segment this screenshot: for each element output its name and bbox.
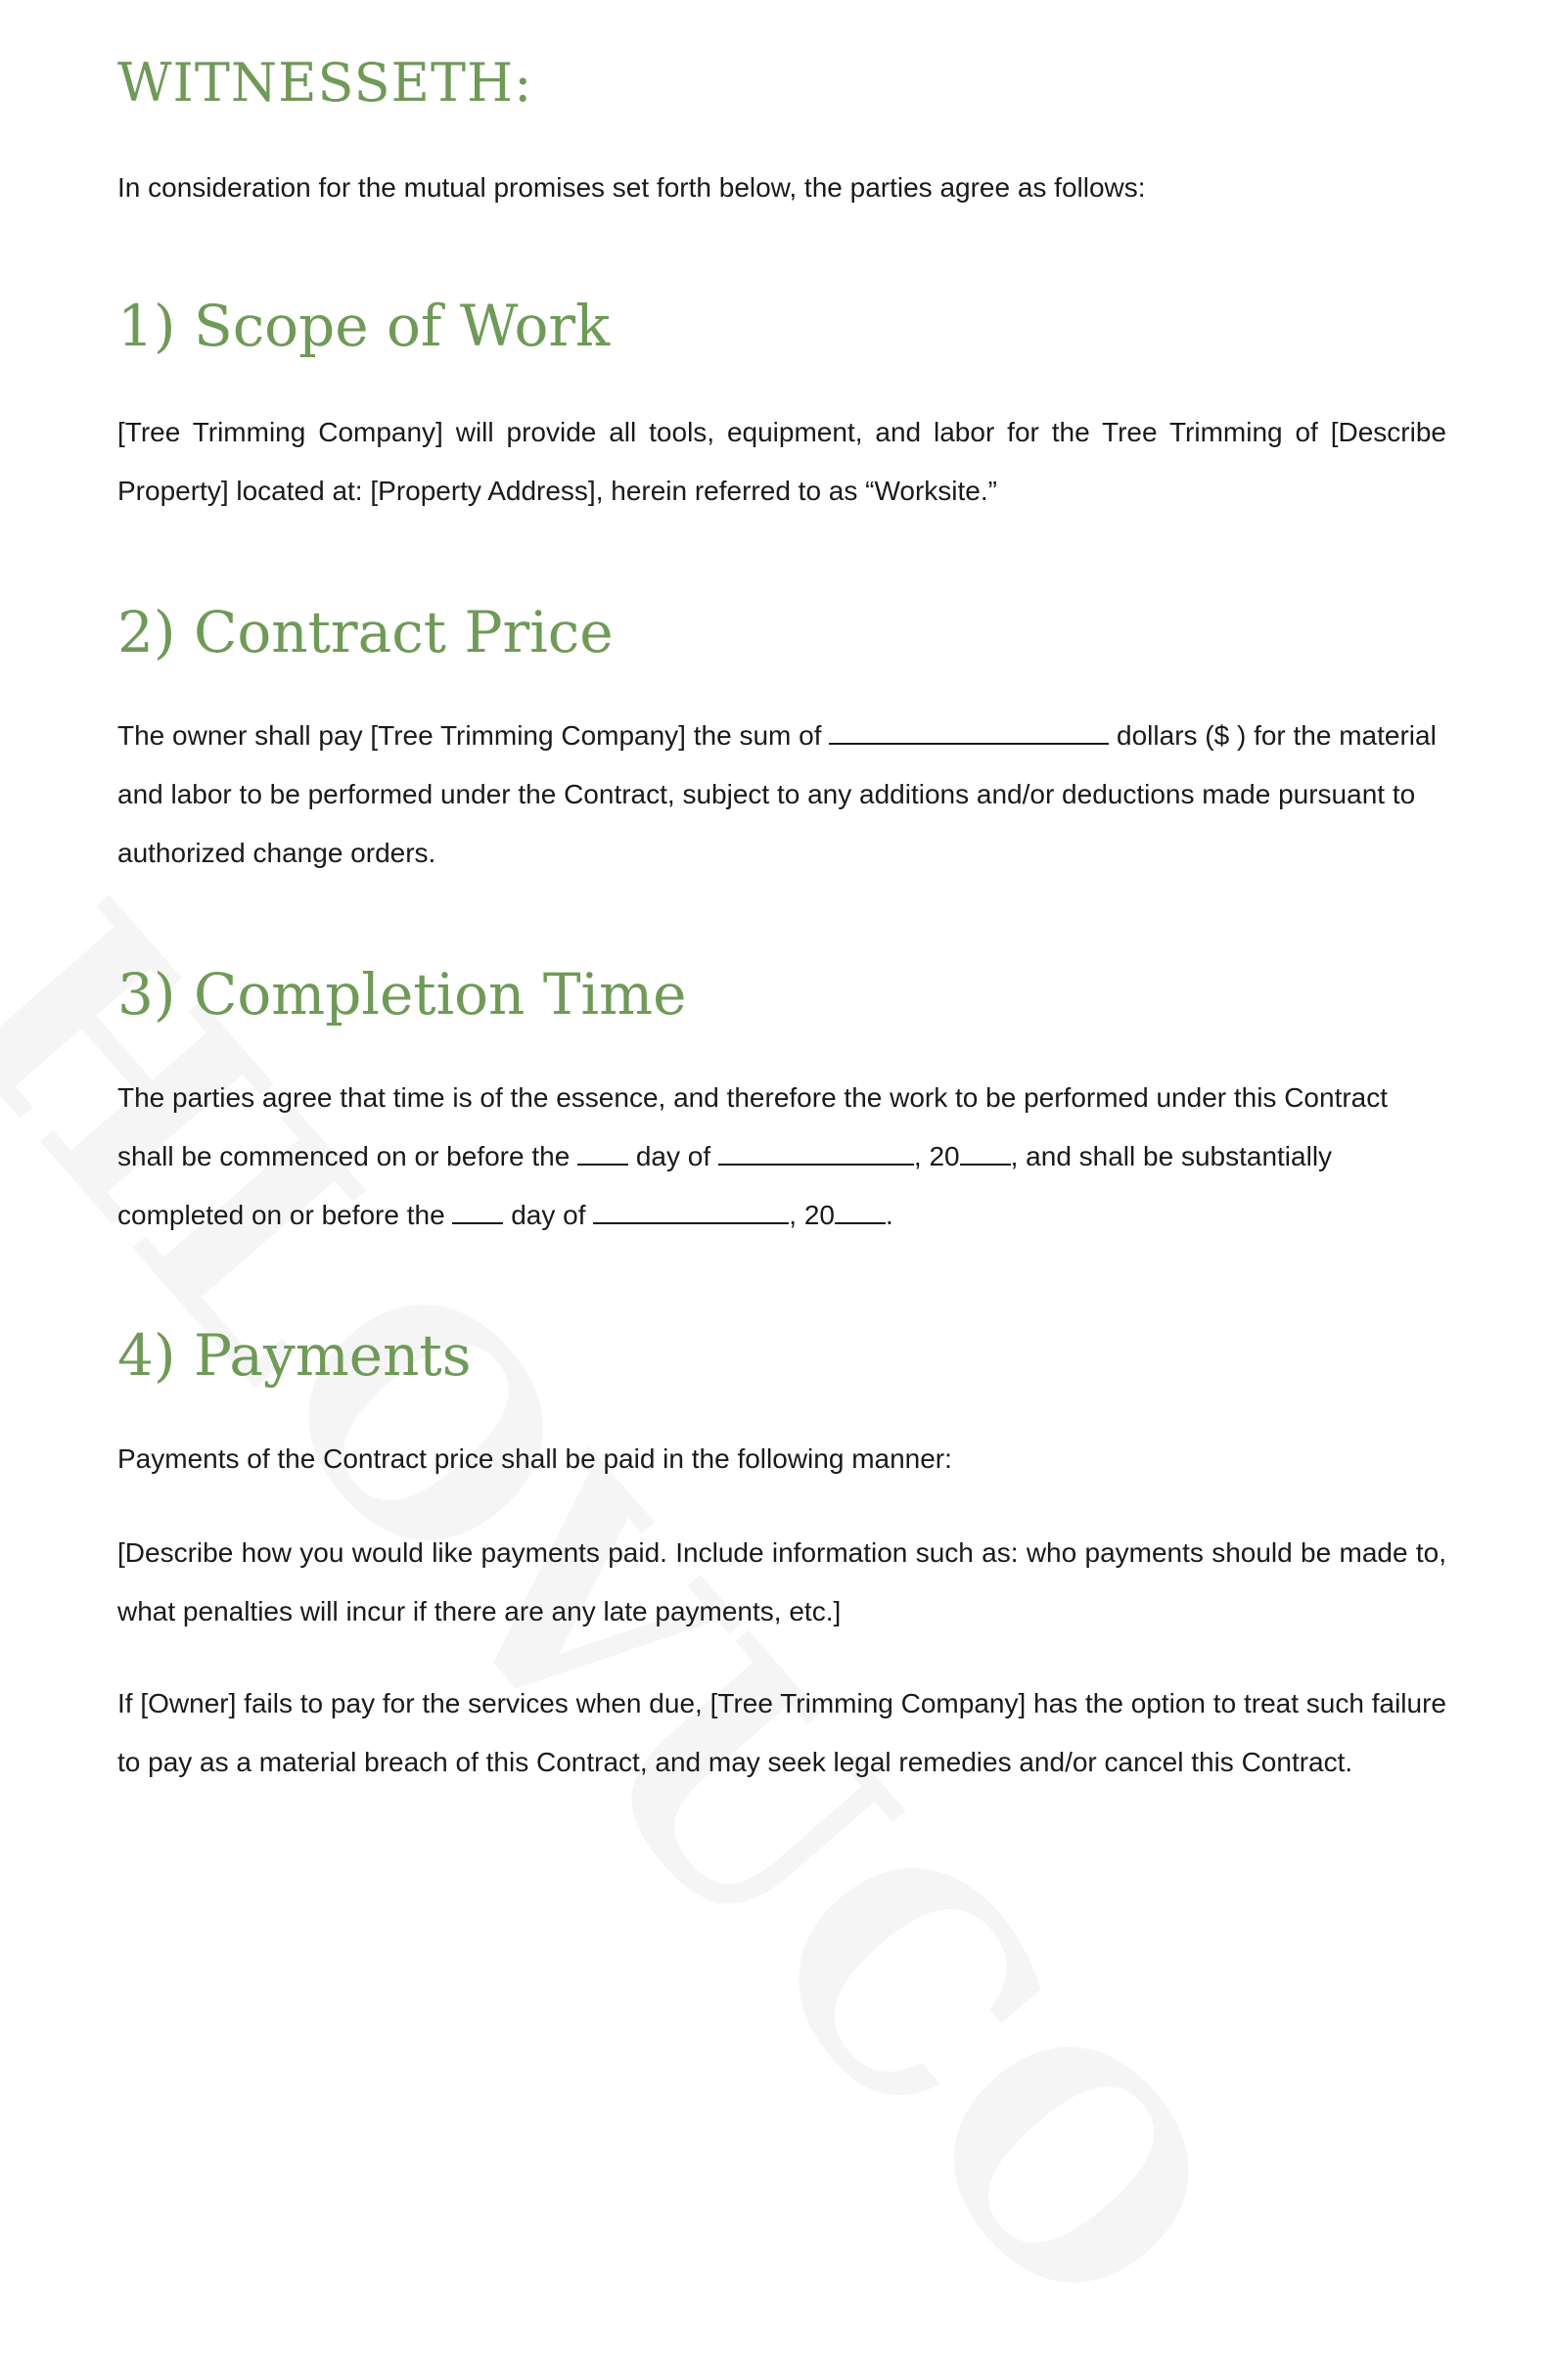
contract-price-text <box>117 707 1446 883</box>
completion-text-6: , 20 <box>789 1200 835 1230</box>
witnesseth-intro: In consideration for the mutual promises set forth below, the parties agree as follows: <box>117 172 1146 203</box>
contract-price-text-end: dollars ($ ) for the material and labor to be performed under the Contract, subject to any additions and/or deductions made pursuant to authorized change orders. <box>117 720 1437 868</box>
complete-year-blank[interactable] <box>835 1201 886 1224</box>
completion-time-text <box>117 1069 1446 1245</box>
commence-year-blank[interactable] <box>960 1142 1011 1166</box>
scope-of-work-heading: 1) Scope of Work <box>117 293 611 359</box>
amount-blank[interactable] <box>829 721 1109 745</box>
witnesseth-heading: WITNESSETH: <box>117 52 533 114</box>
completion-time-heading: 3) Completion Time <box>117 961 687 1028</box>
payments-default: If [Owner] fails to pay for the services when due, [Tree Trimming Company] has the option to treat such failure to pay as a material breach of this Contract, and may seek legal remedies and/or cancel this Contract. <box>117 1688 1446 1777</box>
completion-text-7: . <box>886 1200 893 1230</box>
commence-day-blank[interactable] <box>577 1142 628 1166</box>
contract-price-heading: 2) Contract Price <box>117 599 614 665</box>
scope-of-work-text: [Tree Trimming Company] will provide all tools, equipment, and labor for the Tree Trimming of [Describe Property] located at: [Property Address], herein referred to as “Worksite.” <box>117 417 1446 506</box>
complete-day-blank[interactable] <box>452 1201 503 1224</box>
payments-describe: [Describe how you would like payments paid. Include information such as: who payments should be made to, what penalties will incur if there are any late payments, etc.] <box>117 1537 1446 1626</box>
complete-month-blank[interactable] <box>593 1201 789 1224</box>
payments-heading: 4) Payments <box>117 1322 472 1389</box>
contract-price-text-start: The owner shall pay [Tree Trimming Company] the sum of <box>117 720 830 751</box>
completion-text-4: , and shall be substantially completed on or before the <box>117 1141 1333 1230</box>
completion-text-1: The parties agree that time is of the essence, and therefore the work to be performed under this Contract shall be commenced on or before the <box>117 1082 1389 1171</box>
completion-text-3: , 20 <box>913 1141 960 1171</box>
commence-month-blank[interactable] <box>718 1142 914 1166</box>
completion-text-5: day of <box>503 1200 594 1230</box>
payments-intro: Payments of the Contract price shall be paid in the following manner: <box>117 1443 952 1474</box>
completion-text-2: day of <box>628 1141 718 1171</box>
